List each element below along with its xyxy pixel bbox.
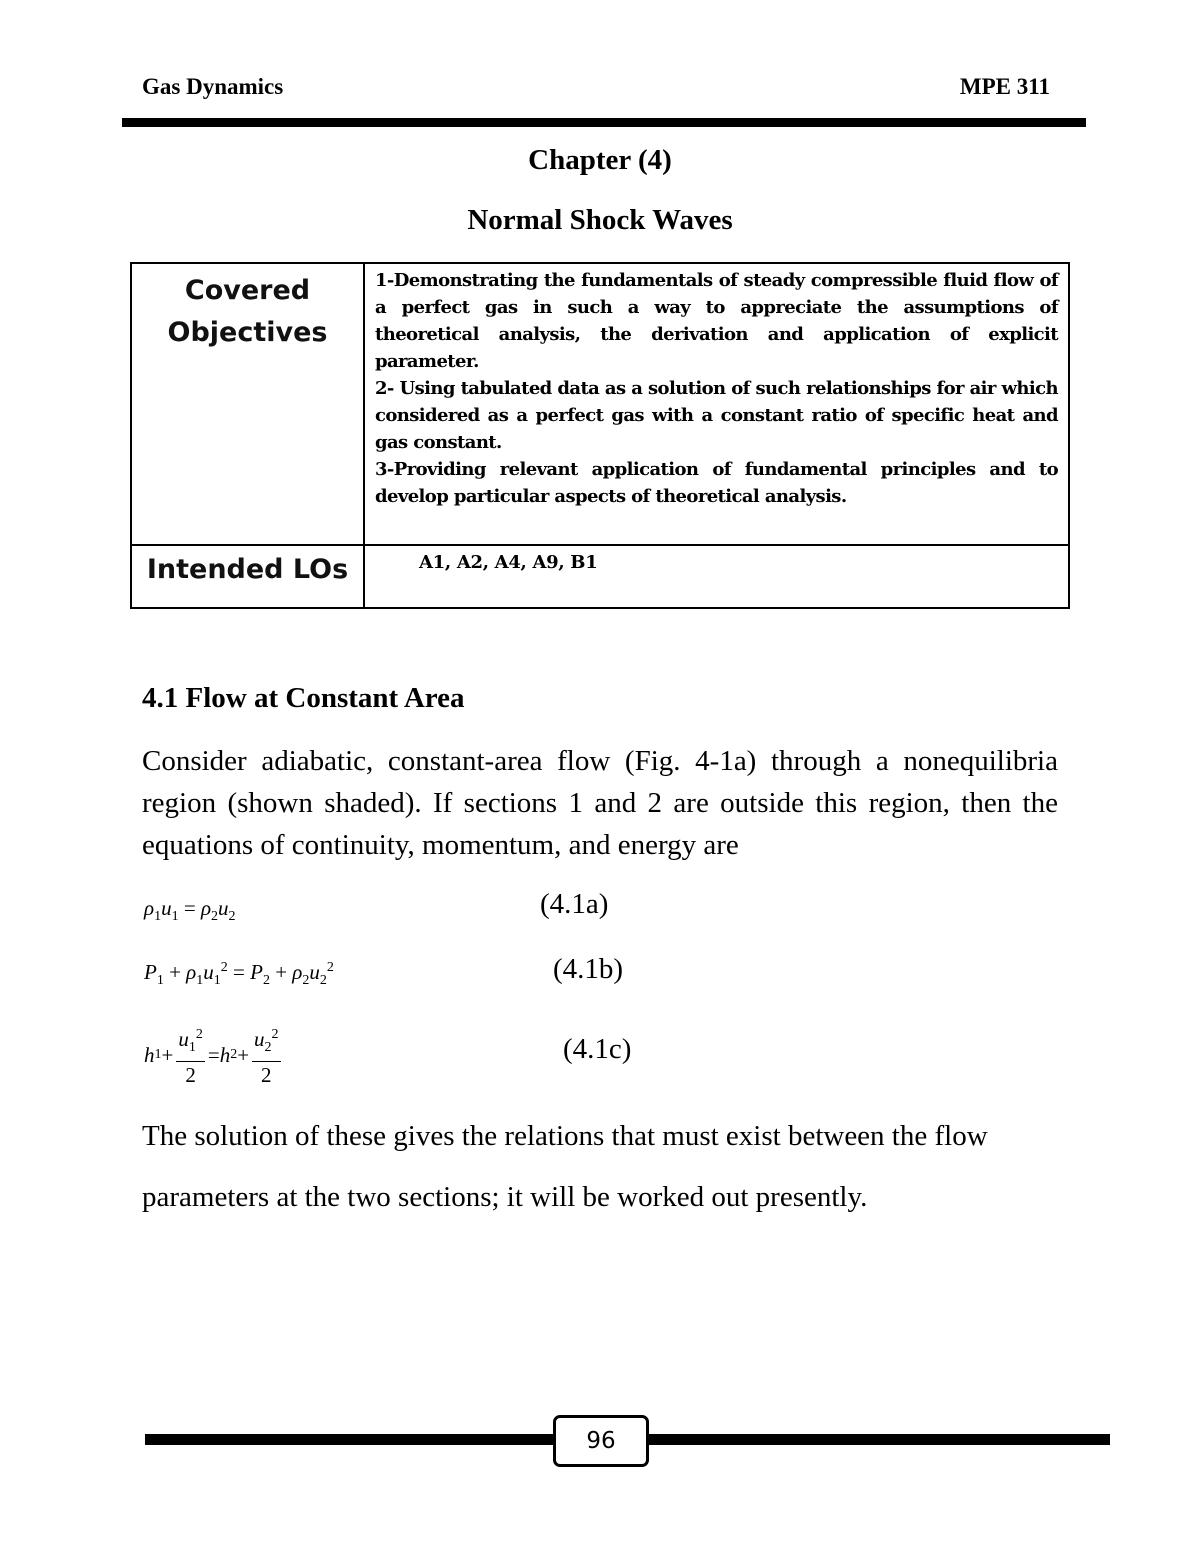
eq3-h: h <box>144 1042 155 1067</box>
eq2-equals: = <box>233 960 245 984</box>
eq3-denominator: 2 <box>185 1063 196 1088</box>
eq3-fraction-1 <box>176 1022 205 1088</box>
eq2-u: u <box>309 960 320 984</box>
equation-number-4-1a: (4.1a) <box>540 888 609 920</box>
eq3-denominator: 2 <box>261 1063 272 1088</box>
equation-energy <box>144 1022 284 1088</box>
eq2-u: u <box>203 960 214 984</box>
eq2-sub: 1 <box>156 973 164 989</box>
objectives-row <box>131 263 1069 545</box>
header-course-code: MPE 311 <box>959 74 1050 99</box>
eq2-sup: 2 <box>326 960 334 975</box>
header-course-title: Gas Dynamics <box>142 74 284 99</box>
eq3-equals: = <box>207 1042 220 1067</box>
eq1-sub: 2 <box>228 909 236 925</box>
section-paragraph-1: Consider adiabatic, constant-area flow (Fig. 4-1a) through a nonequilibria region (shown shaded). If sections 1 and 2 are outside this region, then the equations of continuity, momentum, and energy are <box>142 745 1058 861</box>
eq2-rho: ρ <box>186 960 197 984</box>
eq1-sub: 1 <box>171 909 179 925</box>
section-paragraph-2: The solution of these gives the relations that must exist between the flow parameters at the two sections; it will be worked out presently. <box>142 1120 988 1213</box>
eq1-u-2: u <box>218 896 229 920</box>
eq2-sub: 1 <box>213 973 221 989</box>
eq3-u: u <box>254 1027 265 1051</box>
eq1-rho-1: ρ <box>144 896 155 920</box>
eq2-sub: 1 <box>196 973 204 989</box>
eq3-sub: 1 <box>154 1047 162 1063</box>
eq3-sub: 1 <box>188 1040 196 1056</box>
eq2-sub: 2 <box>319 973 327 989</box>
equation-continuity <box>144 896 236 925</box>
eq3-fraction-2 <box>252 1022 281 1088</box>
section-title: 4.1 Flow at Constant Area <box>142 682 465 714</box>
objectives-label-line2: Objectives <box>167 317 328 348</box>
los-row <box>131 545 1069 608</box>
los-value: A1, A2, A4, A9, B1 <box>364 545 1069 608</box>
eq3-plus: + <box>237 1042 250 1067</box>
eq3-sup: 2 <box>195 1027 203 1042</box>
objective-item-1: 1-Demonstrating the fundamentals of steady compressible fluid flow of a perfect gas in such a way to appreciate the assumptions of theoretical analysis, the derivation and application of explicit parameter. <box>375 270 1058 372</box>
page-number: 96 <box>553 1415 649 1467</box>
chapter-title: Chapter (4) <box>528 144 672 176</box>
eq1-rho-2: ρ <box>200 896 212 920</box>
eq1-sub: 1 <box>154 909 162 925</box>
objectives-label <box>131 263 364 545</box>
objective-item-2: 2- Using tabulated data as a solution of such relationships for air which considered as a perfect gas with a constant ratio of specific heat and gas constant. <box>375 378 1058 453</box>
eq2-p: P <box>250 960 263 984</box>
eq2-plus: + <box>275 960 288 984</box>
equation-momentum <box>144 960 334 989</box>
eq3-numerator <box>176 1022 205 1062</box>
eq2-plus: + <box>169 960 181 984</box>
chapter-subtitle: Normal Shock Waves <box>467 204 733 236</box>
eq2-sub: 2 <box>302 973 310 989</box>
eq2-sup: 2 <box>220 960 228 975</box>
eq2-p: P <box>144 960 157 984</box>
eq3-u: u <box>178 1027 189 1051</box>
eq2-rho: ρ <box>292 960 303 984</box>
eq3-sub: 2 <box>264 1040 272 1056</box>
eq3-numerator <box>252 1022 281 1062</box>
footer-rule-right <box>646 1434 1110 1445</box>
eq3-sup: 2 <box>271 1027 279 1042</box>
eq3-sub: 2 <box>230 1047 238 1063</box>
objectives-label-line1: Covered <box>184 275 311 306</box>
eq3-h: h <box>219 1042 231 1067</box>
equation-number-4-1b: (4.1b) <box>553 953 624 985</box>
objective-item-3: 3-Providing relevant application of fundamental principles and to develop particular aspects of theoretical analysis. <box>375 459 1058 507</box>
eq1-u-1: u <box>161 896 172 920</box>
eq3-plus: + <box>161 1042 174 1067</box>
eq1-equals: = <box>183 896 196 920</box>
objectives-content <box>364 263 1069 545</box>
eq2-sub: 2 <box>262 973 270 989</box>
objectives-table <box>130 262 1070 609</box>
los-label: Intended LOs <box>131 545 364 608</box>
equation-number-4-1c: (4.1c) <box>563 1033 632 1065</box>
eq1-sub: 2 <box>211 909 219 925</box>
header-rule <box>122 118 1086 127</box>
footer-rule-left <box>145 1434 553 1445</box>
